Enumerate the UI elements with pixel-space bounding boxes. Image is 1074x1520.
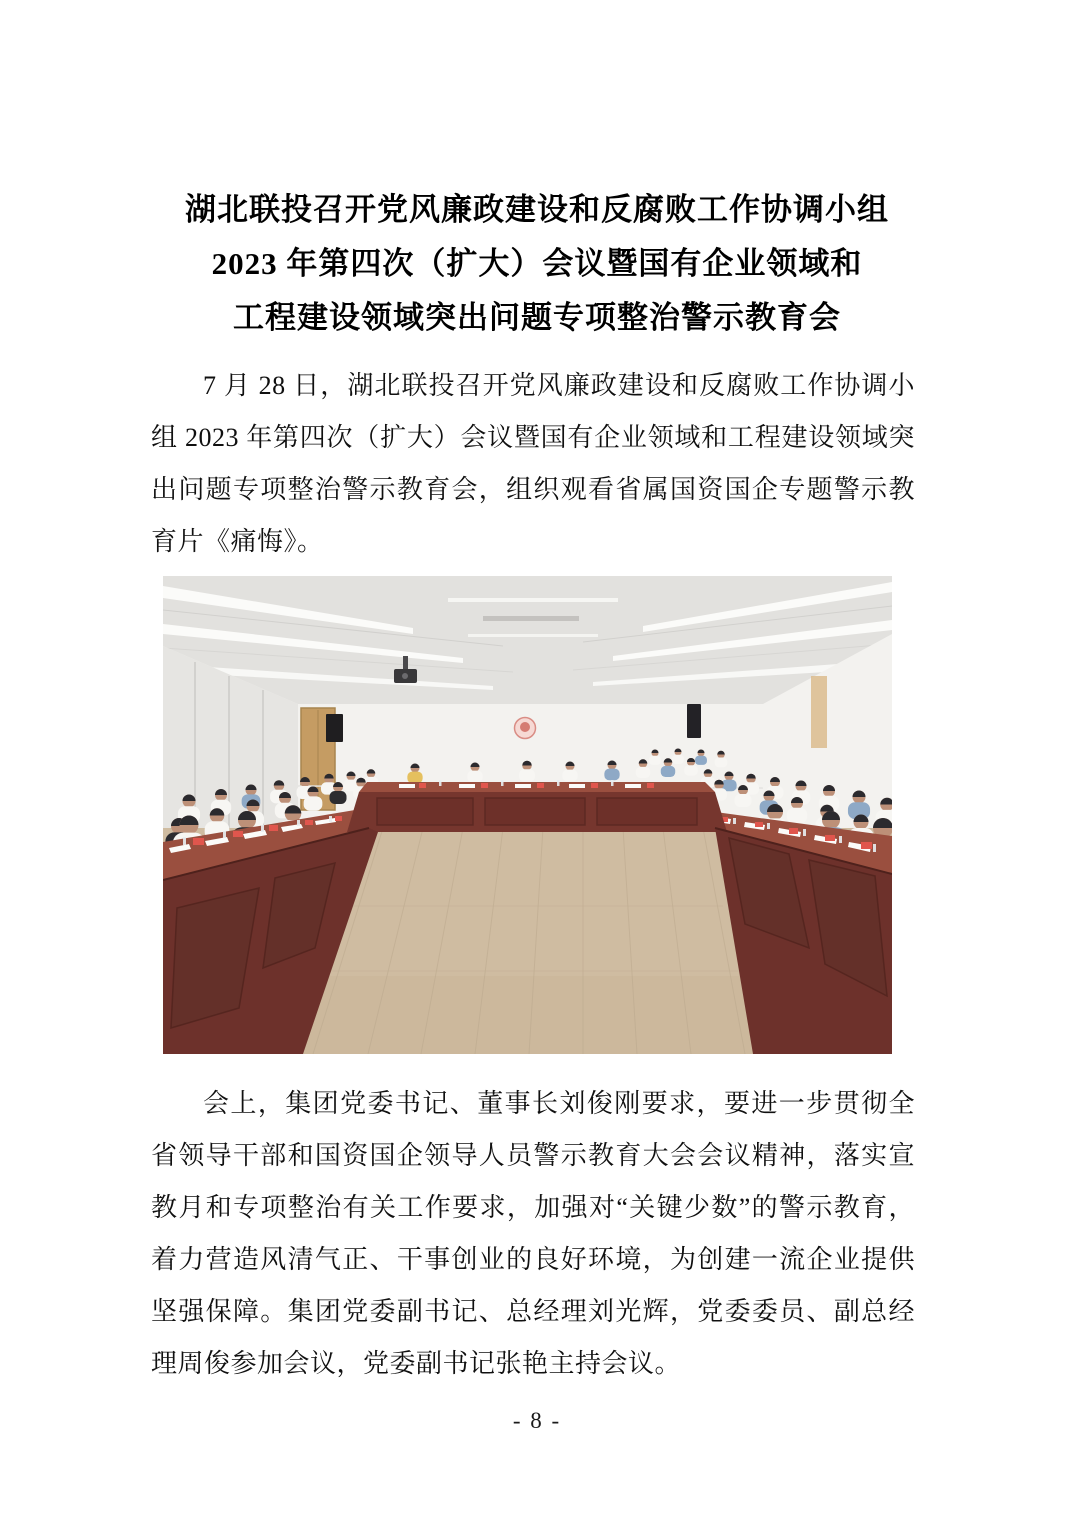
page-number: - 8 - (512, 1408, 562, 1433)
left-speaker (326, 714, 343, 742)
meeting-photo (163, 576, 892, 1054)
title-line-3: 工程建设领域突出问题专项整治警示教育会 (233, 300, 841, 335)
right-speaker (687, 704, 701, 738)
paragraph-intro: 7 月 28 日，湖北联投召开党风廉政建设和反腐败工作协调小组 2023 年第四次（扩大）会议暨国有企业领域和工程建设领域突出问题专项整治警示教育会，组织观看省属国资国企专题警示教育片《痛悔》。 (151, 371, 915, 556)
title-line-1: 湖北联投召开党风廉政建设和反腐败工作协调小组 (185, 192, 889, 227)
article-title (87, 183, 987, 345)
title-line-2: 2023 年第四次（扩大）会议暨国有企业领域和 (211, 246, 863, 281)
paragraph-remarks: 会上，集团党委书记、董事长刘俊刚要求，要进一步贯彻全省领导干部和国资国企领导人员警示教育大会会议精神，落实宣教月和专项整治有关工作要求，加强对“关键少数”的警示教育，着力营造风清气正、干事创业的良好环境，为创建一流企业提供坚强保障。集团党委副书记、总经理刘光辉，党委委员、副总经理周俊参加会议，党委副书记张艳主持会议。 (151, 1089, 915, 1378)
